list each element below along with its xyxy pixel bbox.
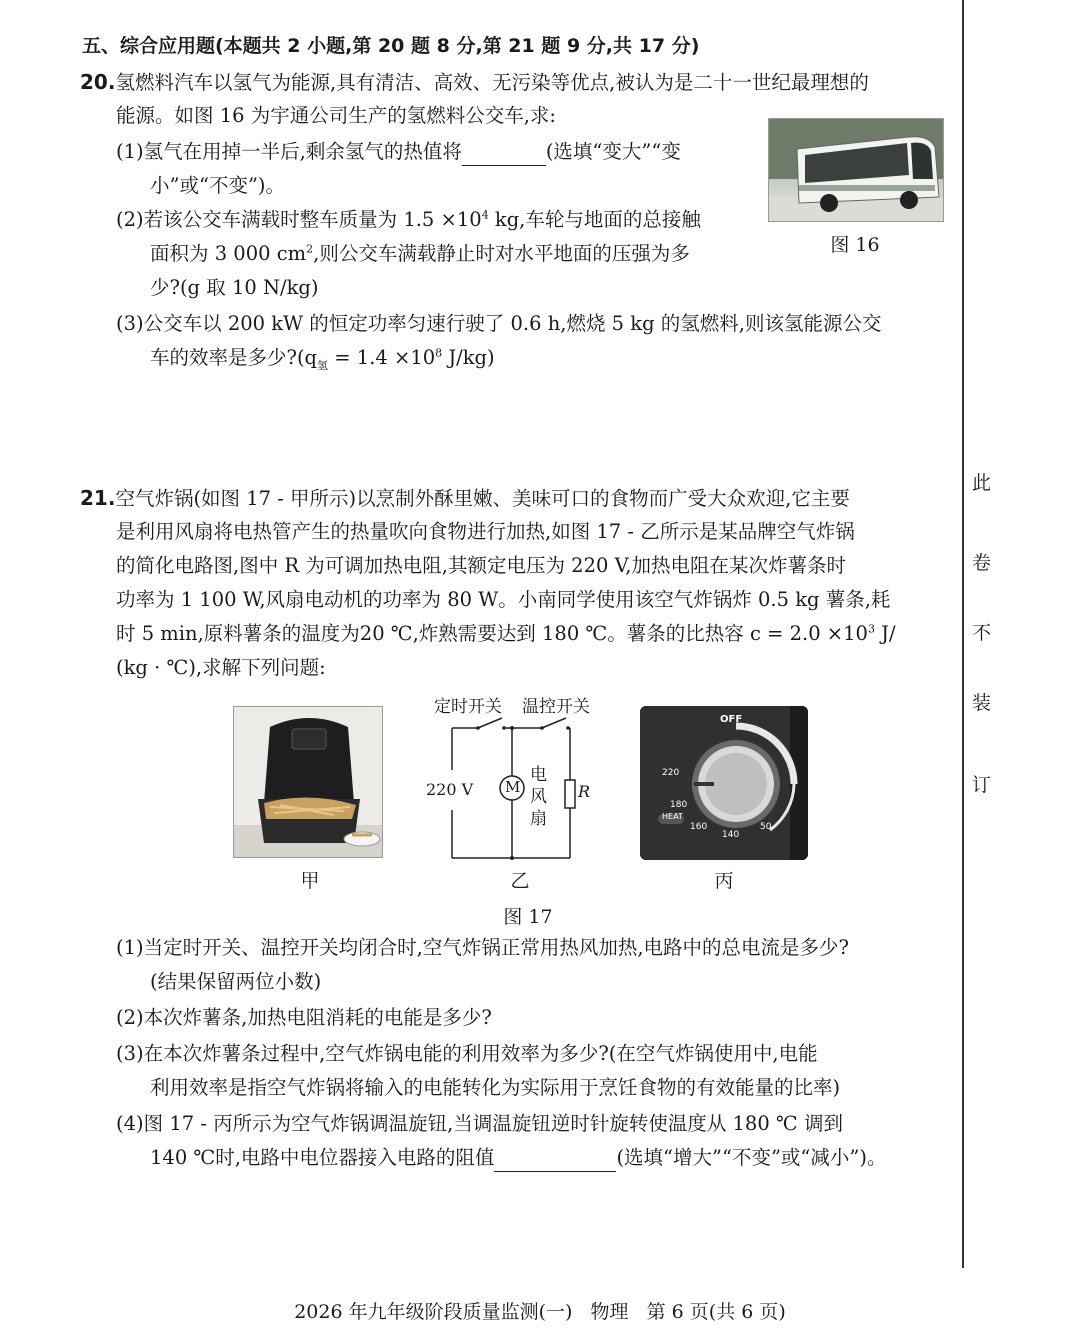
- binding-margin-char-1: 此: [972, 472, 992, 494]
- q21-stem-line4: 功率为 1 100 W,风扇电动机的功率为 80 W。小南同学使用该空气炸锅炸 0.5 kg 薯条,耗: [116, 588, 891, 611]
- knob-220-label: 220: [662, 768, 680, 778]
- q21-part3-line2: 利用效率是指空气炸锅将输入的电能转化为实际用于烹饪食物的有效能量的比率): [150, 1076, 841, 1099]
- q20-part1-line1: (1)氢气在用掉一半后,剩余氢气的热值将 (选填“变大”“变: [116, 138, 681, 166]
- q21-part1-line2: (结果保留两位小数): [150, 970, 322, 993]
- binding-margin-char-4: 装: [972, 692, 992, 714]
- answer-blank-q20-1[interactable]: [462, 144, 546, 166]
- q21-stem-line6: (kg · ℃),求解下列问题:: [116, 656, 326, 679]
- circuit-timer-switch-label: 定时开关: [434, 697, 502, 717]
- q20-stem-line1: 20.氢燃料汽车以氢气为能源,具有清洁、高效、无污染等优点,被认为是二十一世纪最理想的: [80, 70, 869, 94]
- circuit-fan-label-3: 扇: [530, 809, 547, 829]
- circuit-temp-switch-label: 温控开关: [522, 697, 590, 717]
- q21-stem-line1: 21.空气炸锅(如图 17 - 甲所示)以烹制外酥里嫩、美味可口的食物而广受大众欢迎,它主要: [80, 486, 850, 510]
- knob-180-label: 180: [670, 800, 688, 810]
- circuit-fan-label-2: 风: [530, 787, 547, 807]
- section-title: 五、综合应用题(本题共 2 小题,第 20 题 8 分,第 21 题 9 分,共 17 分): [82, 35, 700, 57]
- q20-part2-line1: (2)若该公交车满载时整车质量为 $1.5 \times 10^4$ kg,车轮与地面的总接触: [116, 208, 701, 231]
- answer-blank-q21-4[interactable]: [494, 1150, 616, 1172]
- q21-number: 21.: [80, 486, 116, 510]
- figure-16-bus-photo: [768, 118, 944, 222]
- q20-stem-line2: 能源。如图 16 为宇通公司生产的氢燃料公交车,求:: [116, 104, 556, 127]
- binding-margin-char-5: 订: [972, 774, 992, 796]
- knob-160-label: 160: [690, 822, 708, 832]
- q21-part1-line1: (1)当定时开关、温控开关均闭合时,空气炸锅正常用热风加热,电路中的总电流是多少?: [116, 936, 849, 959]
- q21-part3-line1: (3)在本次炸薯条过程中,空气炸锅电能的利用效率为多少?(在空气炸锅使用中,电能: [116, 1042, 818, 1065]
- q21-part4-line2: 140 ℃时,电路中电位器接入电路的阻值 (选填“增大”“不变”或“减小”)。: [150, 1144, 886, 1172]
- circuit-voltage-label: 220 V: [426, 780, 474, 799]
- figure-17-sub-caption-bing: 丙: [714, 870, 734, 892]
- figure-16-caption: 图 16: [830, 234, 880, 256]
- q21-stem-line5: 时 5 min,原料薯条的温度为20 ℃,炸熟需要达到 180 ℃。薯条的比热容 $c = 2.0 \times 10^3$ J/: [116, 622, 896, 645]
- knob-50-label: 50: [760, 822, 772, 832]
- q21-stem-line2: 是利用风扇将电热管产生的热量吹向食物进行加热,如图 17 - 乙所示是某品牌空气炸锅: [116, 520, 855, 543]
- figure-17-circuit-diagram: [420, 690, 610, 865]
- q20-part2-line2: 面积为 3 000 $cm^2$,则公交车满载静止时对水平地面的压强为多: [150, 242, 690, 265]
- figure-17-sub-caption-jia: 甲: [300, 870, 320, 892]
- q21-stem-line3: 的简化电路图,图中 R 为可调加热电阻,其额定电压为 220 V,加热电阻在某次炸薯条时: [116, 554, 846, 577]
- knob-heat-label: HEAT: [662, 812, 683, 821]
- figure-17-air-fryer-photo: [233, 706, 383, 858]
- q21-part4-line1: (4)图 17 - 丙所示为空气炸锅调温旋钮,当调温旋钮逆时针旋转使温度从 180 ℃ 调到: [116, 1112, 843, 1135]
- binding-margin-char-2: 卷: [972, 552, 992, 574]
- page-footer: 2026 年九年级阶段质量监测(一) 物理 第 6 页(共 6 页): [294, 1301, 786, 1323]
- knob-off-label: OFF: [720, 714, 743, 725]
- figure-17-caption: 图 17: [503, 906, 553, 928]
- figure-17-temperature-knob: [640, 706, 808, 860]
- circuit-fan-label-1: 电: [530, 765, 547, 785]
- q20-part1-line2: 小”或“不变”)。: [150, 174, 286, 197]
- q20-part3-line1: (3)公交车以 200 kW 的恒定功率匀速行驶了 0.6 h,燃烧 5 kg 的氢燃料,则该氢能源公交: [116, 312, 882, 335]
- binding-margin-line: [962, 0, 964, 1268]
- q20-number: 20.: [80, 70, 116, 94]
- circuit-motor-symbol: M: [505, 778, 521, 796]
- q20-part3-line2: 车的效率是多少$?(q_氢 = 1.4 \times 10^8$ J/kg): [150, 346, 495, 372]
- binding-margin-char-3: 不: [972, 622, 992, 644]
- circuit-resistor-label: R: [578, 782, 591, 801]
- figure-17-sub-caption-yi: 乙: [510, 870, 530, 892]
- q21-part2: (2)本次炸薯条,加热电阻消耗的电能是多少?: [116, 1006, 492, 1029]
- q20-part2-line3: 少?(g 取 10 N/kg): [150, 276, 319, 299]
- knob-140-label: 140: [722, 830, 740, 840]
